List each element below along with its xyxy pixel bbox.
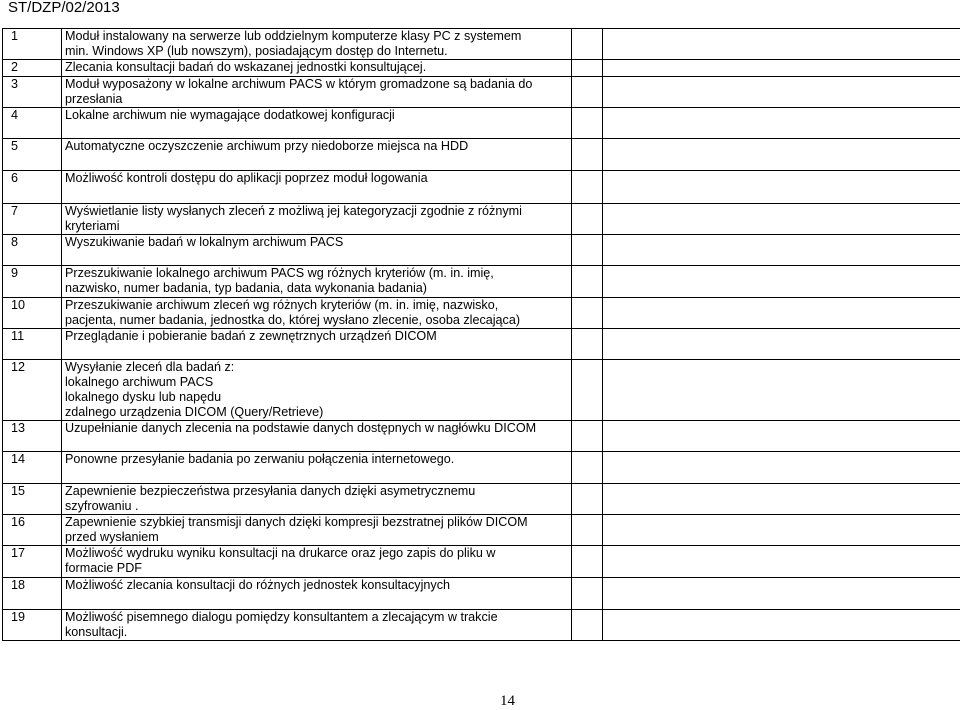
empty-cell bbox=[572, 266, 603, 298]
row-number: 18 bbox=[3, 578, 62, 610]
row-number: 8 bbox=[3, 235, 62, 266]
row-number: 12 bbox=[3, 360, 62, 421]
table-row bbox=[3, 108, 960, 139]
row-number: 10 bbox=[3, 298, 62, 329]
requirement-line: formacie PDF bbox=[65, 561, 142, 575]
empty-cell bbox=[572, 329, 603, 360]
empty-cell bbox=[572, 171, 603, 204]
empty-cell bbox=[572, 77, 603, 108]
empty-cell bbox=[603, 266, 960, 298]
empty-cell bbox=[603, 610, 960, 641]
table-row bbox=[3, 515, 960, 546]
requirement-text bbox=[62, 139, 572, 171]
empty-cell bbox=[572, 546, 603, 578]
row-number: 19 bbox=[3, 610, 62, 641]
table-row bbox=[3, 60, 960, 77]
empty-cell bbox=[572, 204, 603, 235]
row-number: 14 bbox=[3, 452, 62, 484]
page-number: 14 bbox=[500, 693, 515, 709]
row-number: 9 bbox=[3, 266, 62, 298]
empty-cell bbox=[603, 29, 960, 60]
requirement-line: Moduł instalowany na serwerze lub oddzielnym komputerze klasy PC z systemem bbox=[65, 29, 522, 43]
empty-cell bbox=[572, 60, 603, 77]
empty-cell bbox=[603, 204, 960, 235]
requirement-line: kryteriami bbox=[65, 219, 120, 233]
table-row bbox=[3, 298, 960, 329]
table-row bbox=[3, 139, 960, 171]
empty-cell bbox=[572, 360, 603, 421]
table-row bbox=[3, 610, 960, 641]
table-row bbox=[3, 421, 960, 452]
requirement-text bbox=[62, 29, 572, 60]
table-row bbox=[3, 204, 960, 235]
requirement-line: Ponowne przesyłanie badania po zerwaniu połączenia internetowego. bbox=[65, 452, 455, 466]
empty-cell bbox=[603, 360, 960, 421]
requirement-text bbox=[62, 452, 572, 484]
requirement-line: lokalnego dysku lub napędu bbox=[65, 390, 222, 404]
requirement-line: przesłania bbox=[65, 92, 123, 106]
table-row bbox=[3, 546, 960, 578]
requirement-line: Możliwość wydruku wyniku konsultacji na drukarce oraz jego zapis do pliku w bbox=[65, 546, 496, 560]
empty-cell bbox=[572, 515, 603, 546]
requirement-text bbox=[62, 484, 572, 515]
requirements-table bbox=[2, 28, 960, 641]
row-number: 15 bbox=[3, 484, 62, 515]
empty-cell bbox=[603, 171, 960, 204]
requirement-line: przed wysłaniem bbox=[65, 530, 159, 544]
requirement-text bbox=[62, 421, 572, 452]
empty-cell bbox=[572, 235, 603, 266]
empty-cell bbox=[572, 484, 603, 515]
requirement-text bbox=[62, 360, 572, 421]
table-row bbox=[3, 578, 960, 610]
requirement-text bbox=[62, 266, 572, 298]
requirement-line: Wyszukiwanie badań w lokalnym archiwum PACS bbox=[65, 235, 344, 249]
requirement-line: min. Windows XP (lub nowszym), posiadającym dostęp do Internetu. bbox=[65, 44, 448, 58]
requirement-text bbox=[62, 108, 572, 139]
requirement-line: Zapewnienie szybkiej transmisji danych dzięki kompresji bezstratnej plików DICOM bbox=[65, 515, 528, 529]
requirement-text bbox=[62, 578, 572, 610]
requirement-line: lokalnego archiwum PACS bbox=[65, 375, 214, 389]
table-row bbox=[3, 266, 960, 298]
empty-cell bbox=[572, 298, 603, 329]
empty-cell bbox=[603, 515, 960, 546]
table-row bbox=[3, 329, 960, 360]
row-number: 17 bbox=[3, 546, 62, 578]
table-row bbox=[3, 29, 960, 60]
requirement-line: Lokalne archiwum nie wymagające dodatkowej konfiguracji bbox=[65, 108, 395, 122]
empty-cell bbox=[603, 578, 960, 610]
requirement-text bbox=[62, 329, 572, 360]
requirement-line: Wyświetlanie listy wysłanych zleceń z możliwą jej kategoryzacji zgodnie z różnymi bbox=[65, 204, 522, 218]
requirement-line: Przeszukiwanie archiwum zleceń wg różnych kryteriów (m. in. imię, nazwisko, bbox=[65, 298, 499, 312]
empty-cell bbox=[572, 578, 603, 610]
row-number: 16 bbox=[3, 515, 62, 546]
empty-cell bbox=[603, 421, 960, 452]
empty-cell bbox=[603, 77, 960, 108]
requirement-line: Możliwość kontroli dostępu do aplikacji poprzez moduł logowania bbox=[65, 171, 428, 185]
empty-cell bbox=[572, 139, 603, 171]
requirement-text bbox=[62, 60, 572, 77]
empty-cell bbox=[572, 610, 603, 641]
row-number: 5 bbox=[3, 139, 62, 171]
requirement-text bbox=[62, 171, 572, 204]
empty-cell bbox=[603, 139, 960, 171]
requirement-line: Przeglądanie i pobieranie badań z zewnętrznych urządzeń DICOM bbox=[65, 329, 437, 343]
requirements-table-body bbox=[3, 29, 960, 641]
table-row bbox=[3, 235, 960, 266]
empty-cell bbox=[572, 421, 603, 452]
requirement-line: Moduł wyposażony w lokalne archiwum PACS w którym gromadzone są badania do bbox=[65, 77, 533, 91]
row-number: 2 bbox=[3, 60, 62, 77]
requirement-line: Zapewnienie bezpieczeństwa przesyłania danych dzięki asymetrycznemu bbox=[65, 484, 476, 498]
requirement-line: Przeszukiwanie lokalnego archiwum PACS wg różnych kryteriów (m. in. imię, bbox=[65, 266, 494, 280]
row-number: 6 bbox=[3, 171, 62, 204]
requirement-line: Wysyłanie zleceń dla badań z: bbox=[65, 360, 235, 374]
empty-cell bbox=[603, 60, 960, 77]
requirement-text bbox=[62, 204, 572, 235]
table-row bbox=[3, 452, 960, 484]
row-number: 13 bbox=[3, 421, 62, 452]
requirement-line: zdalnego urządzenia DICOM (Query/Retrieve) bbox=[65, 405, 324, 419]
empty-cell bbox=[572, 29, 603, 60]
table-row bbox=[3, 171, 960, 204]
empty-cell bbox=[603, 235, 960, 266]
requirement-text bbox=[62, 298, 572, 329]
empty-cell bbox=[572, 108, 603, 139]
requirement-text bbox=[62, 546, 572, 578]
document-id: ST/DZP/02/2013 bbox=[8, 0, 120, 16]
empty-cell bbox=[603, 452, 960, 484]
requirement-text bbox=[62, 77, 572, 108]
table-row bbox=[3, 484, 960, 515]
requirement-text bbox=[62, 235, 572, 266]
requirement-line: Uzupełnianie danych zlecenia na podstawie danych dostępnych w nagłówku DICOM bbox=[65, 421, 537, 435]
row-number: 3 bbox=[3, 77, 62, 108]
row-number: 4 bbox=[3, 108, 62, 139]
empty-cell bbox=[603, 329, 960, 360]
requirement-line: Automatyczne oczyszczenie archiwum przy niedoborze miejsca na HDD bbox=[65, 139, 469, 153]
requirement-line: Zlecania konsultacji badań do wskazanej jednostki konsultującej. bbox=[65, 60, 427, 74]
requirement-line: szyfrowaniu . bbox=[65, 499, 139, 513]
empty-cell bbox=[603, 546, 960, 578]
table-row bbox=[3, 77, 960, 108]
empty-cell bbox=[603, 298, 960, 329]
requirement-line: nazwisko, numer badania, typ badania, data wykonania badania) bbox=[65, 281, 427, 295]
requirement-line: konsultacji. bbox=[65, 625, 128, 639]
requirement-line: Możliwość pisemnego dialogu pomiędzy konsultantem a zlecającym w trakcie bbox=[65, 610, 498, 624]
requirement-line: pacjenta, numer badania, jednostka do, której wysłano zlecenie, osoba zlecająca) bbox=[65, 313, 521, 327]
requirement-text bbox=[62, 610, 572, 641]
requirement-text bbox=[62, 515, 572, 546]
row-number: 7 bbox=[3, 204, 62, 235]
empty-cell bbox=[603, 108, 960, 139]
row-number: 1 bbox=[3, 29, 62, 60]
table-row bbox=[3, 360, 960, 421]
requirement-line: Możliwość zlecania konsultacji do różnych jednostek konsultacyjnych bbox=[65, 578, 450, 592]
row-number: 11 bbox=[3, 329, 62, 360]
empty-cell bbox=[572, 452, 603, 484]
empty-cell bbox=[603, 484, 960, 515]
